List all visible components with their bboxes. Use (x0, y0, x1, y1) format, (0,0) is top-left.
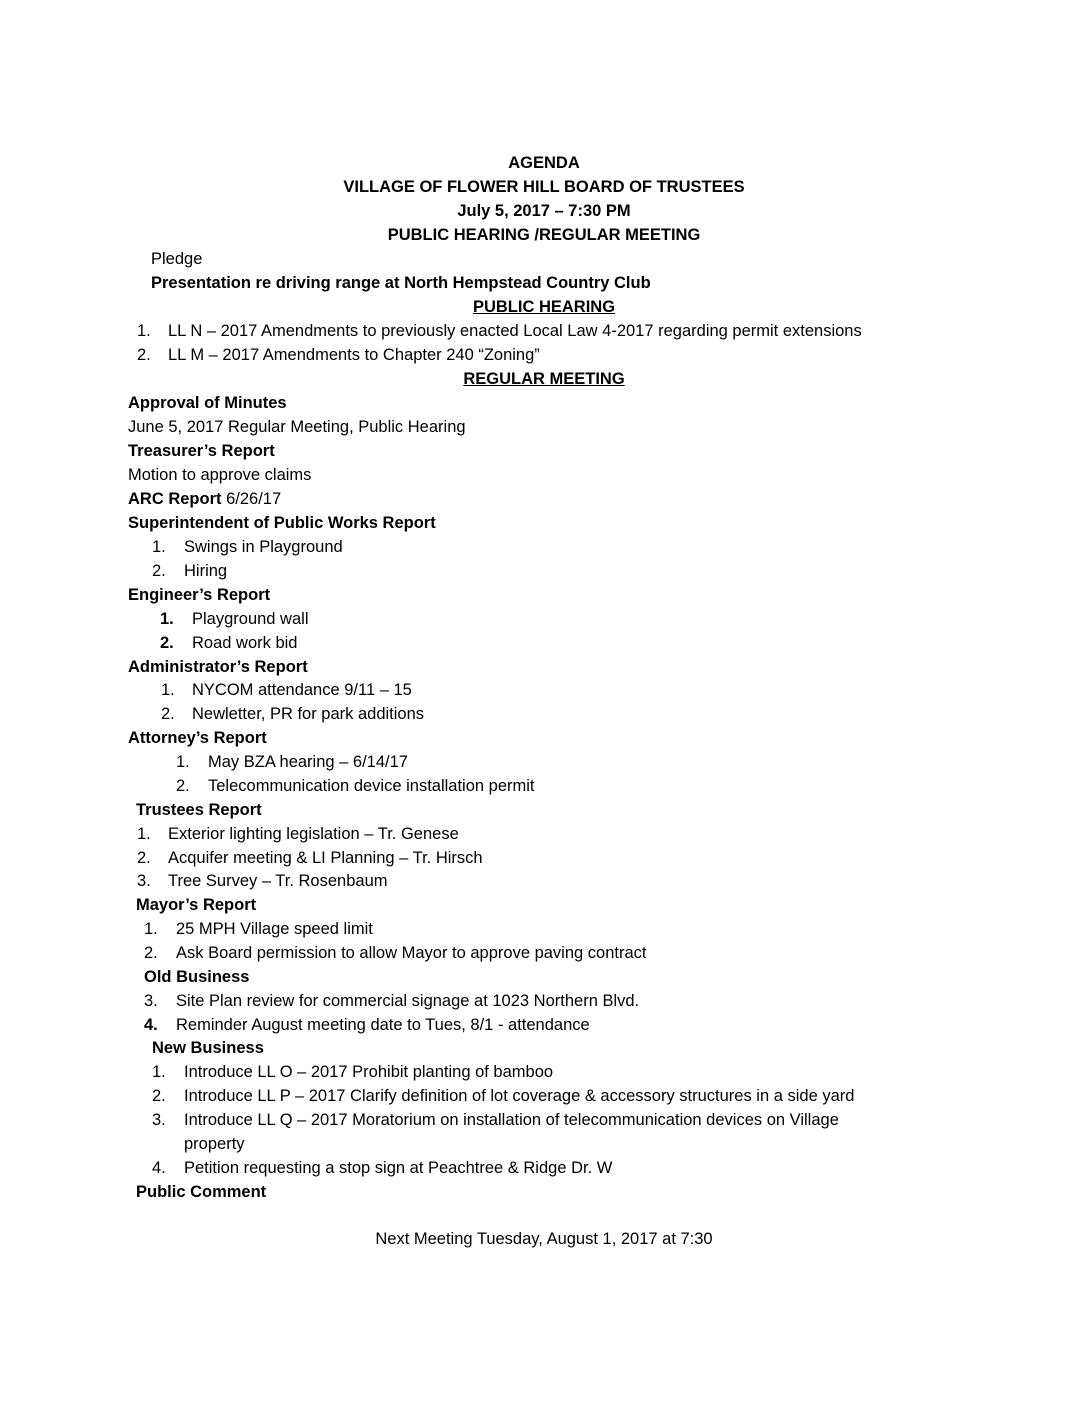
list-item-number: 1. (152, 1063, 166, 1081)
list-item-number: 1. (137, 322, 151, 340)
list-item-number: 3. (152, 1111, 166, 1129)
engineer-heading: Engineer’s Report (128, 586, 271, 604)
arc-label: ARC Report (128, 490, 222, 508)
public-hearing-heading: PUBLIC HEARING (472, 298, 616, 316)
list-item-number: 3. (144, 992, 158, 1010)
trustees-heading: Trustees Report (136, 801, 262, 819)
meeting-type: PUBLIC HEARING /REGULAR MEETING (387, 226, 701, 244)
list-item: Tree Survey – Tr. Rosenbaum (168, 872, 388, 890)
list-item-number: 1. (160, 610, 174, 628)
approval-text: June 5, 2017 Regular Meeting, Public Hearing (128, 418, 466, 436)
list-item: Site Plan review for commercial signage at 1023 Northern Blvd. (176, 992, 640, 1010)
approval-heading: Approval of Minutes (128, 394, 287, 412)
list-item: Introduce LL P – 2017 Clarify definition of lot coverage & accessory structures in a side yard (184, 1087, 855, 1105)
list-item-number: 2. (160, 634, 174, 652)
list-item-number: 1. (161, 681, 175, 699)
new-business-heading: New Business (152, 1039, 264, 1057)
list-item-number: 2. (144, 944, 158, 962)
treasurer-text: Motion to approve claims (128, 466, 312, 484)
list-item: LL M – 2017 Amendments to Chapter 240 “Zoning” (168, 346, 540, 364)
regular-meeting-heading: REGULAR MEETING (463, 370, 625, 388)
list-item: NYCOM attendance 9/11 – 15 (192, 681, 412, 699)
list-item: Reminder August meeting date to Tues, 8/1 - attendance (176, 1016, 590, 1034)
meeting-date: July 5, 2017 – 7:30 PM (457, 202, 631, 220)
list-item: Newletter, PR for park additions (192, 705, 425, 723)
list-item: LL N – 2017 Amendments to previously enacted Local Law 4-2017 regarding permit extensions (168, 322, 862, 340)
list-item-number: 1. (137, 825, 151, 843)
list-item: Hiring (184, 562, 228, 580)
treasurer-heading: Treasurer’s Report (128, 442, 275, 460)
presentation: Presentation re driving range at North Hempstead Country Club (151, 274, 651, 292)
organization-title: VILLAGE OF FLOWER HILL BOARD OF TRUSTEES (343, 178, 745, 196)
administrator-heading: Administrator’s Report (128, 658, 308, 676)
list-item: Introduce LL Q – 2017 Moratorium on installation of telecommunication devices on Village (184, 1111, 839, 1129)
arc-report (128, 489, 281, 509)
list-item: Road work bid (192, 634, 298, 652)
superintendent-heading: Superintendent of Public Works Report (128, 514, 436, 532)
agenda-title: AGENDA (508, 154, 580, 172)
list-item-number: 4. (152, 1159, 166, 1177)
list-item-number: 1. (152, 538, 166, 556)
list-item: Ask Board permission to allow Mayor to approve paving contract (176, 944, 647, 962)
list-item-number: 2. (176, 777, 190, 795)
list-item-number: 4. (144, 1016, 158, 1034)
next-meeting: Next Meeting Tuesday, August 1, 2017 at 7:30 (375, 1230, 713, 1248)
list-item: Playground wall (192, 610, 309, 628)
list-item-continuation: property (184, 1135, 245, 1153)
public-comment-heading: Public Comment (136, 1183, 267, 1201)
list-item-number: 2. (161, 705, 175, 723)
list-item-number: 2. (137, 849, 151, 867)
list-item: Swings in Playground (184, 538, 343, 556)
arc-date: 6/26/17 (221, 490, 282, 508)
list-item: May BZA hearing – 6/14/17 (208, 753, 408, 771)
list-item: 25 MPH Village speed limit (176, 920, 373, 938)
list-item: Introduce LL O – 2017 Prohibit planting of bamboo (184, 1063, 554, 1081)
list-item-number: 1. (176, 753, 190, 771)
attorney-heading: Attorney’s Report (128, 729, 267, 747)
list-item: Telecommunication device installation permit (208, 777, 535, 795)
pledge: Pledge (151, 250, 203, 268)
list-item-number: 2. (137, 346, 151, 364)
mayor-heading: Mayor’s Report (136, 896, 257, 914)
list-item-number: 2. (152, 1087, 166, 1105)
old-business-heading: Old Business (144, 968, 250, 986)
list-item-number: 2. (152, 562, 166, 580)
list-item-number: 3. (137, 872, 151, 890)
list-item-number: 1. (144, 920, 158, 938)
list-item: Acquifer meeting & LI Planning – Tr. Hirsch (168, 849, 483, 867)
list-item: Petition requesting a stop sign at Peachtree & Ridge Dr. W (184, 1159, 613, 1177)
list-item: Exterior lighting legislation – Tr. Genese (168, 825, 459, 843)
